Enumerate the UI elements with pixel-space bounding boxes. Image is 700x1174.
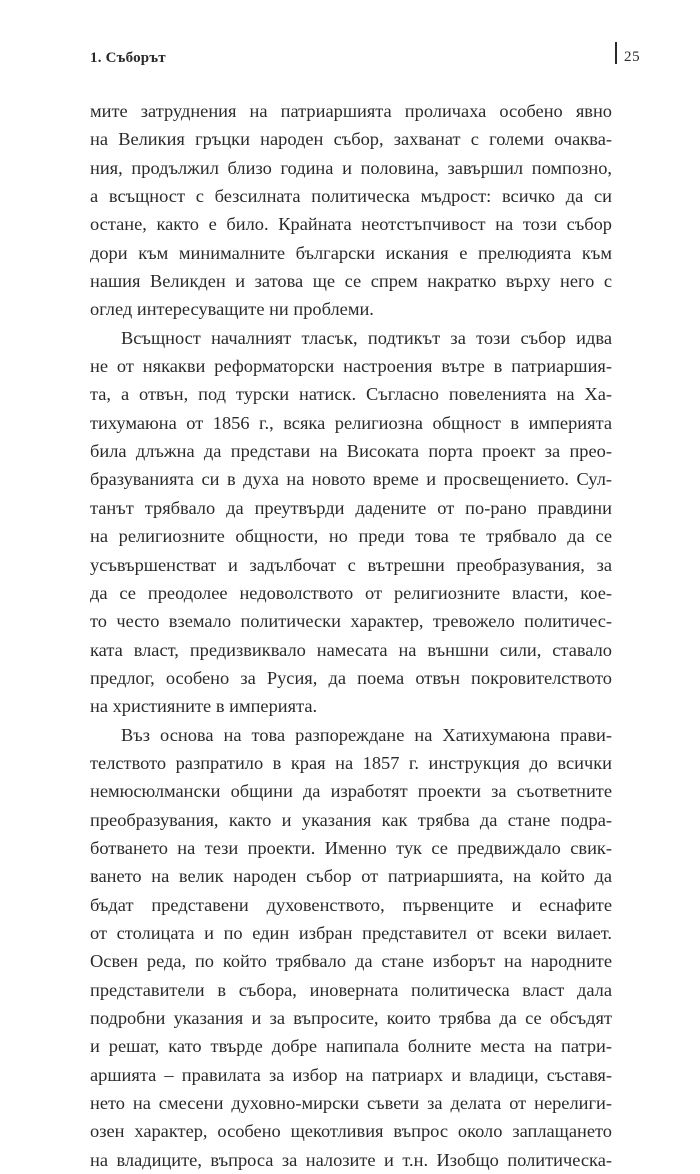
text-line: дори към минималните български искания е прелюдията към bbox=[90, 242, 612, 263]
text-line: ботването на тези проекти. Именно тук се предвиждало свик- bbox=[90, 837, 612, 858]
body-text bbox=[90, 97, 612, 1174]
text-line: предлог, особено за Русия, да поема отвън покровителството bbox=[90, 667, 612, 688]
running-head-chapter-title: 1. Съборът bbox=[90, 50, 166, 66]
text-line: ката власт, предизвиквало намесата на външни сили, ставало bbox=[90, 639, 612, 660]
text-line: ния, продължил близо година и половина, завършил помпозно, bbox=[90, 157, 612, 178]
text-line: та, а отвън, под турски натиск. Съгласно повеленията на Ха- bbox=[90, 384, 612, 405]
text-line: на религиозните общности, но преди това те трябвало да се bbox=[90, 526, 612, 547]
text-line: танът трябвало да преутвърди дадените от по-рано правдини bbox=[90, 497, 612, 518]
text-line: от столицата и по един избран представител от всеки вилает. bbox=[90, 922, 612, 943]
text-line: озен характер, особено щекотливия въпрос около заплащането bbox=[90, 1121, 612, 1142]
text-line: остане, както е било. Крайната неотстъпчивост на този събор bbox=[90, 214, 612, 235]
text-line: бъдат представени духовенството, първенците и еснафите bbox=[90, 894, 612, 915]
text-line: представители в събора, иноверната политическа власт дала bbox=[90, 979, 612, 1000]
text-line: не от някакви реформаторски настроения вътре в патриаршия- bbox=[90, 356, 612, 377]
text-line: оглед интересуващите ни проблеми. bbox=[90, 299, 374, 320]
text-line: била длъжна да представи на Високата порта проект за прео- bbox=[90, 441, 612, 462]
text-line: телството разпратило в края на 1857 г. инструкция до всички bbox=[90, 752, 612, 773]
text-line: Въз основа на това разпореждане на Хатихумаюна прави- bbox=[121, 724, 612, 745]
text-line: усъвършенстват и задълбочат с вътрешни преобразувания, за bbox=[90, 554, 612, 575]
text-line: на християните в империята. bbox=[90, 696, 318, 717]
text-line: Всъщност началният тласък, подтикът за този събор идва bbox=[121, 327, 612, 348]
text-line: аршията – правилата за избор на патриарх и владици, съставя- bbox=[90, 1064, 612, 1085]
text-line: преобразувания, както и указания как трябва да стане подра- bbox=[90, 809, 612, 830]
text-line: Освен реда, по който трябвало да стане изборът на народните bbox=[90, 951, 612, 972]
page-number: 25 bbox=[624, 49, 641, 65]
text-line: подробни указания и за въпросите, които трябва да се обсъдят bbox=[90, 1008, 612, 1028]
text-line: нето на смесени духовно-мирски съвети за делата от нерелиги- bbox=[90, 1093, 612, 1114]
text-line: нашия Великден и затова ще се спрем накратко върху него с bbox=[90, 271, 612, 292]
text-line: да се преодолее недоволството от религиозните власти, кое- bbox=[90, 582, 612, 603]
text-line: на владиците, въпроса за налозите и т.н. Изобщо политическа- bbox=[90, 1149, 612, 1170]
text-line: мите затруднения на патриаршията проличаха особено явно bbox=[90, 101, 612, 121]
text-line: тихумаюна от 1856 г., всяка религиозна общност в империята bbox=[90, 412, 612, 433]
text-line: а всъщност с безсилната политическа мъдрост: всичко да си bbox=[90, 186, 612, 207]
text-line: и решат, като твърде добре напипала болните места на патри- bbox=[90, 1036, 612, 1057]
text-line: на Великия гръцки народен събор, захванат с големи очаква- bbox=[90, 129, 612, 150]
text-line: немюсюлмански общини да изработят проекти за съответните bbox=[90, 781, 612, 802]
folio-divider bbox=[615, 42, 617, 64]
text-line: бразуванията си в духа на новото време и просвещението. Сул- bbox=[90, 469, 612, 490]
text-line: то често вземало политически характер, тревожело политичес- bbox=[90, 611, 612, 632]
text-line: ването на велик народен събор от патриаршията, на който да bbox=[90, 866, 612, 887]
